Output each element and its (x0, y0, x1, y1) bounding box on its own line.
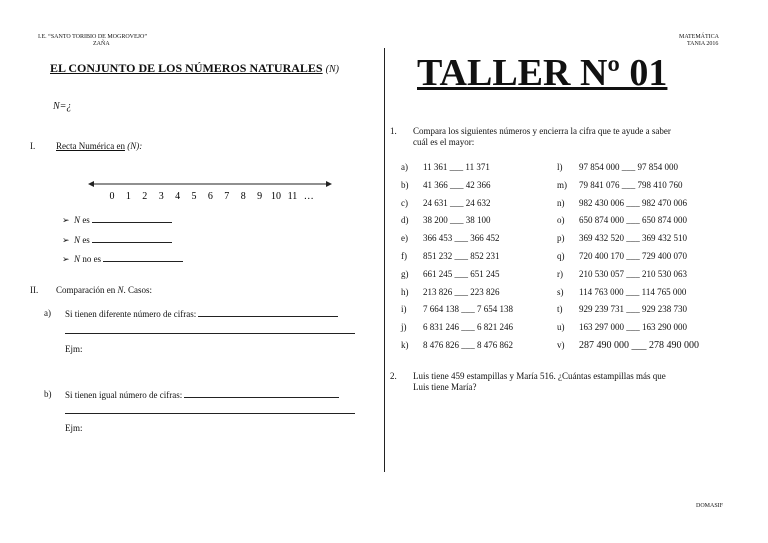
comparison-item (557, 251, 687, 261)
comparison-numbers[interactable]: 38 200 ___ 38 100 (423, 215, 491, 226)
comparison-item (401, 340, 513, 350)
comparison-item (557, 269, 687, 279)
number-line-tick-label: 8 (240, 191, 246, 202)
comparison-numbers[interactable]: 720 400 170 ___ 729 400 070 (579, 251, 687, 261)
number-line-tick-label: … (303, 191, 314, 202)
prop-2-symbol: N (74, 235, 81, 245)
comparison-item (557, 304, 687, 314)
comparison-item (557, 180, 683, 190)
bullet-icon: ➢ (62, 235, 70, 245)
number-line-arrow-right (326, 181, 332, 187)
comparison-label: o) (557, 215, 565, 226)
taller-title: TALLER Nº 01 (417, 52, 668, 94)
comparison-label: g) (401, 268, 409, 279)
comparison-numbers[interactable]: 369 432 520 ___ 369 432 510 (579, 233, 687, 244)
number-line-tick-label: 1 (125, 191, 131, 202)
comparison-label: j) (401, 322, 407, 333)
comparison-label: h) (401, 286, 409, 297)
case-b-text: Si tienen igual número de cifras: (65, 390, 183, 400)
school-location: ZAÑA (93, 41, 110, 47)
comparison-item (557, 340, 699, 351)
section2-label-end: . Casos: (123, 285, 153, 295)
comparison-numbers[interactable]: 163 297 000 ___ 163 290 000 (579, 322, 687, 333)
prop-3-blank[interactable] (103, 253, 183, 262)
column-divider (384, 48, 385, 472)
section1-label: Recta Numérica en (56, 141, 125, 151)
comparison-label: v) (557, 340, 565, 350)
case-a-example: Ejm: (65, 344, 83, 354)
comparison-item (557, 162, 678, 172)
number-line-tick-label: 9 (257, 191, 263, 202)
section1-symbol: (N): (127, 141, 143, 151)
case-b-line (65, 389, 339, 400)
school-name: I.E. “SANTO TORIBIO DE MOGROVEJO” (38, 34, 147, 40)
teacher-year: TANIA 2016 (687, 41, 719, 47)
number-line-tick-label: 6 (207, 191, 213, 202)
comparison-label: f) (401, 251, 407, 261)
comparison-item (401, 162, 490, 172)
number-line-tick-label: 10 (271, 191, 281, 202)
comparison-label: q) (557, 251, 565, 261)
comparison-label: p) (557, 233, 565, 244)
comparison-numbers[interactable]: 851 232 ___ 852 231 (423, 251, 500, 261)
comparison-item (557, 322, 687, 332)
prop-1-blank[interactable] (92, 214, 172, 223)
number-line-tick-label: 5 (191, 191, 197, 202)
comparison-item (401, 215, 491, 225)
section2-number: II. (30, 285, 39, 295)
prop-3-symbol: N (74, 254, 81, 264)
comparison-label: s) (557, 286, 564, 297)
section2-heading (56, 285, 152, 295)
comparison-numbers[interactable]: 41 366 ___ 42 366 (423, 179, 491, 190)
comparison-item (557, 233, 687, 243)
number-line-tick-label: 4 (175, 191, 181, 202)
case-a-label: a) (44, 308, 51, 318)
number-line-tick-label: 0 (109, 191, 115, 202)
comparison-item (557, 198, 687, 208)
prop-2 (62, 234, 172, 246)
comparison-item (401, 180, 491, 190)
comparison-item (401, 233, 500, 243)
q1-text-line1: Compara los siguientes números y encierra la cifra que te ayude a saber (413, 126, 671, 136)
comparison-numbers[interactable]: 8 476 826 ___ 8 476 862 (423, 340, 513, 350)
case-b-example: Ejm: (65, 423, 83, 433)
bullet-icon: ➢ (62, 254, 70, 264)
prop-1-symbol: N (74, 215, 81, 225)
q2-text-line2: Luis tiene María? (413, 382, 477, 392)
prop-1-text: es (82, 215, 90, 225)
comparison-label: b) (401, 179, 409, 190)
comparison-item (557, 287, 686, 297)
number-line-tick-label: 3 (158, 191, 164, 202)
prop-3 (62, 253, 183, 265)
q1-number: 1. (390, 126, 397, 136)
number-line-arrow-left (88, 181, 94, 187)
comparison-numbers[interactable]: 210 530 057 ___ 210 530 063 (579, 268, 687, 279)
section1-number: I. (30, 141, 36, 151)
comparison-item (557, 215, 687, 225)
comparison-label: t) (557, 304, 563, 315)
comparison-label: d) (401, 215, 409, 226)
comparison-label: l) (557, 162, 563, 172)
comparison-numbers[interactable]: 287 490 000 ___ 278 490 000 (579, 340, 699, 351)
left-title (50, 61, 339, 76)
comparison-label: r) (557, 268, 563, 279)
case-b-blank[interactable] (184, 389, 339, 398)
comparison-numbers[interactable]: 213 826 ___ 223 826 (423, 286, 500, 297)
comparison-label: m) (557, 179, 567, 190)
comparison-item (401, 287, 500, 297)
comparison-numbers[interactable]: 650 874 000 ___ 650 874 000 (579, 215, 687, 226)
q2-text-line1: Luis tiene 459 estampillas y María 516. ¿Cuántas estampillas más que (413, 371, 666, 381)
prop-3-text: no es (82, 254, 102, 264)
comparison-numbers[interactable]: 929 239 731 ___ 929 238 730 (579, 304, 687, 315)
case-a-line (65, 308, 338, 319)
comparison-numbers[interactable]: 97 854 000 ___ 97 854 000 (579, 162, 678, 172)
case-b-blank-line[interactable] (65, 413, 355, 414)
section1-heading (56, 141, 142, 151)
comparison-label: n) (557, 197, 565, 208)
bullet-icon: ➢ (62, 215, 70, 225)
comparison-numbers[interactable]: 661 245 ___ 651 245 (423, 268, 500, 279)
number-line-tick-label: 11 (287, 191, 298, 202)
subject-label: MATEMÁTICA (679, 34, 719, 40)
footer-author: DOMASIF (696, 503, 724, 509)
comparison-numbers[interactable]: 7 664 138 ___ 7 654 138 (423, 304, 513, 315)
left-title-symbol: (N) (325, 64, 339, 75)
q2-number: 2. (390, 371, 397, 381)
comparison-label: e) (401, 233, 408, 244)
number-line-tick-label: 7 (224, 191, 230, 202)
case-a-blank[interactable] (198, 308, 338, 317)
comparison-item (401, 251, 500, 261)
comparison-label: i) (401, 304, 407, 315)
number-line-tick-label: 2 (142, 191, 148, 202)
comparison-numbers[interactable]: 79 841 076 ___ 798 410 760 (579, 179, 683, 190)
comparison-item (401, 198, 491, 208)
case-a-text: Si tienen diferente número de cifras: (65, 309, 197, 319)
comparison-numbers[interactable]: 366 453 ___ 366 452 (423, 233, 500, 244)
comparison-item (401, 304, 513, 314)
comparison-numbers[interactable]: 114 763 000 ___ 114 765 000 (579, 286, 687, 297)
section2-symbol: N (117, 285, 124, 295)
number-line (88, 177, 333, 205)
comparison-numbers[interactable]: 24 631 ___ 24 632 (423, 197, 491, 208)
comparison-label: k) (401, 340, 409, 350)
comparison-label: u) (557, 322, 565, 333)
set-definition: N=¿ (53, 101, 72, 112)
prop-2-blank[interactable] (92, 234, 172, 243)
section2-label: Comparación en (56, 285, 116, 295)
comparison-numbers[interactable]: 982 430 006 ___ 982 470 006 (579, 197, 687, 208)
left-title-text: EL CONJUNTO DE LOS NÚMEROS NATURALES (50, 61, 323, 75)
q1-text-line2: cuál es el mayor: (413, 137, 475, 147)
comparison-numbers[interactable]: 11 361 ___ 11 371 (423, 162, 490, 172)
prop-1 (62, 214, 172, 226)
case-a-blank-line[interactable] (65, 333, 355, 334)
prop-2-text: es (82, 235, 90, 245)
comparison-numbers[interactable]: 6 831 246 ___ 6 821 246 (423, 322, 513, 333)
comparison-label: a) (401, 162, 408, 172)
comparison-label: c) (401, 197, 408, 208)
comparison-item (401, 269, 500, 279)
comparison-item (401, 322, 513, 332)
case-b-label: b) (44, 389, 52, 399)
